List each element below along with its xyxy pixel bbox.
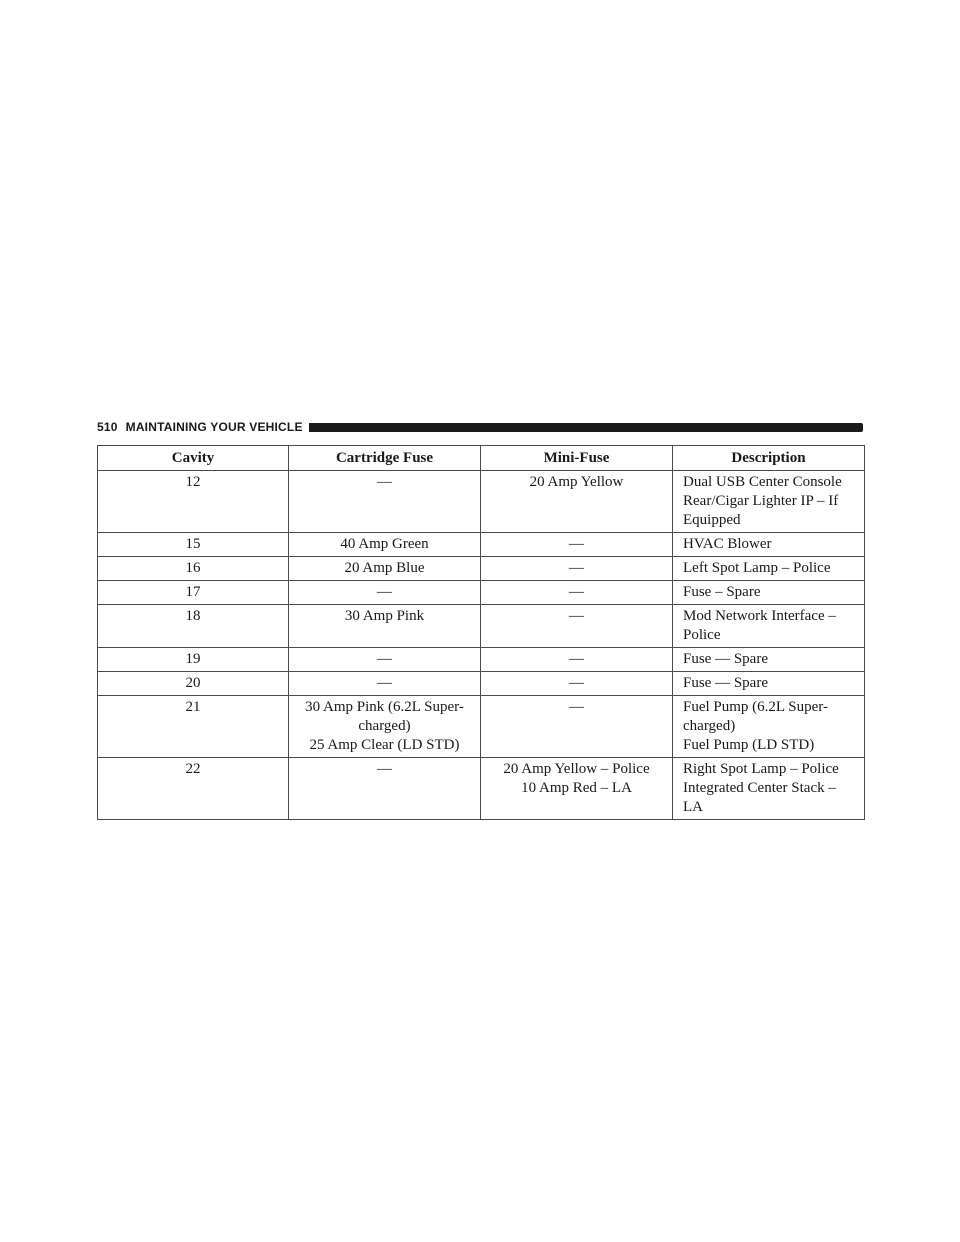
cartridge-fuse-cell bbox=[289, 696, 481, 758]
column-header-mini-fuse: Mini-Fuse bbox=[481, 446, 673, 471]
cavity-cell: 15 bbox=[98, 533, 289, 557]
cartridge-fuse-cell-line: 30 Amp Pink bbox=[344, 608, 425, 624]
cartridge-fuse-cell-line: — bbox=[377, 761, 392, 777]
table-row bbox=[98, 672, 865, 696]
table-row bbox=[98, 758, 865, 820]
cartridge-fuse-cell-line: 30 Amp Pink (6.2L Super- bbox=[305, 699, 464, 715]
description-cell-line: Integrated Center Stack – bbox=[683, 780, 836, 796]
mini-fuse-cell bbox=[481, 533, 673, 557]
mini-fuse-cell bbox=[481, 581, 673, 605]
cartridge-fuse-cell bbox=[289, 648, 481, 672]
description-cell-line: Fuel Pump (LD STD) bbox=[683, 737, 815, 753]
description-cell bbox=[673, 471, 865, 533]
table-row bbox=[98, 648, 865, 672]
table-row bbox=[98, 605, 865, 648]
cartridge-fuse-cell-line: — bbox=[377, 651, 392, 667]
description-cell bbox=[673, 758, 865, 820]
description-cell-line: Dual USB Center Console bbox=[683, 474, 842, 490]
cartridge-fuse-cell-line: charged) bbox=[358, 718, 411, 734]
mini-fuse-cell bbox=[481, 648, 673, 672]
mini-fuse-cell-line: — bbox=[569, 651, 584, 667]
description-cell-line: Right Spot Lamp – Police bbox=[683, 761, 839, 777]
description-cell-line: LA bbox=[683, 799, 703, 815]
mini-fuse-cell-line: — bbox=[569, 608, 584, 624]
description-cell-line: Police bbox=[683, 627, 721, 643]
table-row bbox=[98, 581, 865, 605]
cavity-cell: 16 bbox=[98, 557, 289, 581]
table-row bbox=[98, 533, 865, 557]
cartridge-fuse-cell-line: 40 Amp Green bbox=[340, 536, 429, 552]
mini-fuse-cell bbox=[481, 696, 673, 758]
description-cell bbox=[673, 581, 865, 605]
cartridge-fuse-cell bbox=[289, 581, 481, 605]
table-row bbox=[98, 696, 865, 758]
section-title: MAINTAINING YOUR VEHICLE bbox=[125, 420, 303, 434]
description-cell-line: HVAC Blower bbox=[683, 536, 772, 552]
mini-fuse-cell-line: — bbox=[569, 536, 584, 552]
cartridge-fuse-cell bbox=[289, 605, 481, 648]
cartridge-fuse-cell-line: — bbox=[377, 675, 392, 691]
mini-fuse-cell bbox=[481, 672, 673, 696]
description-cell-line: Fuse — Spare bbox=[683, 675, 768, 691]
mini-fuse-cell bbox=[481, 605, 673, 648]
mini-fuse-cell-line: 20 Amp Yellow – Police bbox=[503, 761, 650, 777]
cartridge-fuse-cell-line: — bbox=[377, 584, 392, 600]
description-cell bbox=[673, 557, 865, 581]
column-header-description: Description bbox=[673, 446, 865, 471]
description-cell-line: Mod Network Interface – bbox=[683, 608, 836, 624]
cavity-cell: 12 bbox=[98, 471, 289, 533]
cavity-cell: 17 bbox=[98, 581, 289, 605]
description-cell-line: Left Spot Lamp – Police bbox=[683, 560, 831, 576]
cartridge-fuse-cell bbox=[289, 672, 481, 696]
cavity-cell: 18 bbox=[98, 605, 289, 648]
cartridge-fuse-cell-line: 25 Amp Clear (LD STD) bbox=[309, 737, 460, 753]
mini-fuse-cell-line: — bbox=[569, 675, 584, 691]
description-cell-line: Rear/Cigar Lighter IP – If bbox=[683, 493, 839, 509]
column-header-cavity: Cavity bbox=[98, 446, 289, 471]
description-cell bbox=[673, 533, 865, 557]
cartridge-fuse-cell bbox=[289, 471, 481, 533]
mini-fuse-cell-line: — bbox=[569, 699, 584, 715]
cartridge-fuse-cell bbox=[289, 533, 481, 557]
table-row bbox=[98, 557, 865, 581]
cavity-cell: 22 bbox=[98, 758, 289, 820]
cavity-cell: 20 bbox=[98, 672, 289, 696]
cavity-cell: 19 bbox=[98, 648, 289, 672]
cartridge-fuse-cell-line: — bbox=[377, 474, 392, 490]
fuse-table bbox=[97, 445, 865, 820]
cartridge-fuse-cell bbox=[289, 758, 481, 820]
cartridge-fuse-cell bbox=[289, 557, 481, 581]
description-cell bbox=[673, 605, 865, 648]
mini-fuse-cell-line: — bbox=[569, 584, 584, 600]
mini-fuse-cell bbox=[481, 758, 673, 820]
description-cell bbox=[673, 672, 865, 696]
description-cell-line: charged) bbox=[683, 718, 736, 734]
mini-fuse-cell bbox=[481, 471, 673, 533]
description-cell-line: Fuse — Spare bbox=[683, 651, 768, 667]
mini-fuse-cell-line: 20 Amp Yellow bbox=[529, 474, 624, 490]
column-header-cartridge-fuse: Cartridge Fuse bbox=[289, 446, 481, 471]
mini-fuse-cell bbox=[481, 557, 673, 581]
cartridge-fuse-cell-line: 20 Amp Blue bbox=[344, 560, 425, 576]
description-cell-line: Fuse – Spare bbox=[683, 584, 761, 600]
description-cell-line: Equipped bbox=[683, 512, 741, 528]
page-header bbox=[97, 419, 863, 435]
description-cell-line: Fuel Pump (6.2L Super- bbox=[683, 699, 828, 715]
table-body bbox=[98, 471, 865, 820]
description-cell bbox=[673, 696, 865, 758]
mini-fuse-cell-line: — bbox=[569, 560, 584, 576]
header-rule bbox=[309, 423, 863, 432]
mini-fuse-cell-line: 10 Amp Red – LA bbox=[521, 780, 632, 796]
page-number: 510 bbox=[97, 420, 118, 434]
table-row bbox=[98, 471, 865, 533]
cavity-cell: 21 bbox=[98, 696, 289, 758]
table-header-row bbox=[98, 446, 865, 471]
description-cell bbox=[673, 648, 865, 672]
